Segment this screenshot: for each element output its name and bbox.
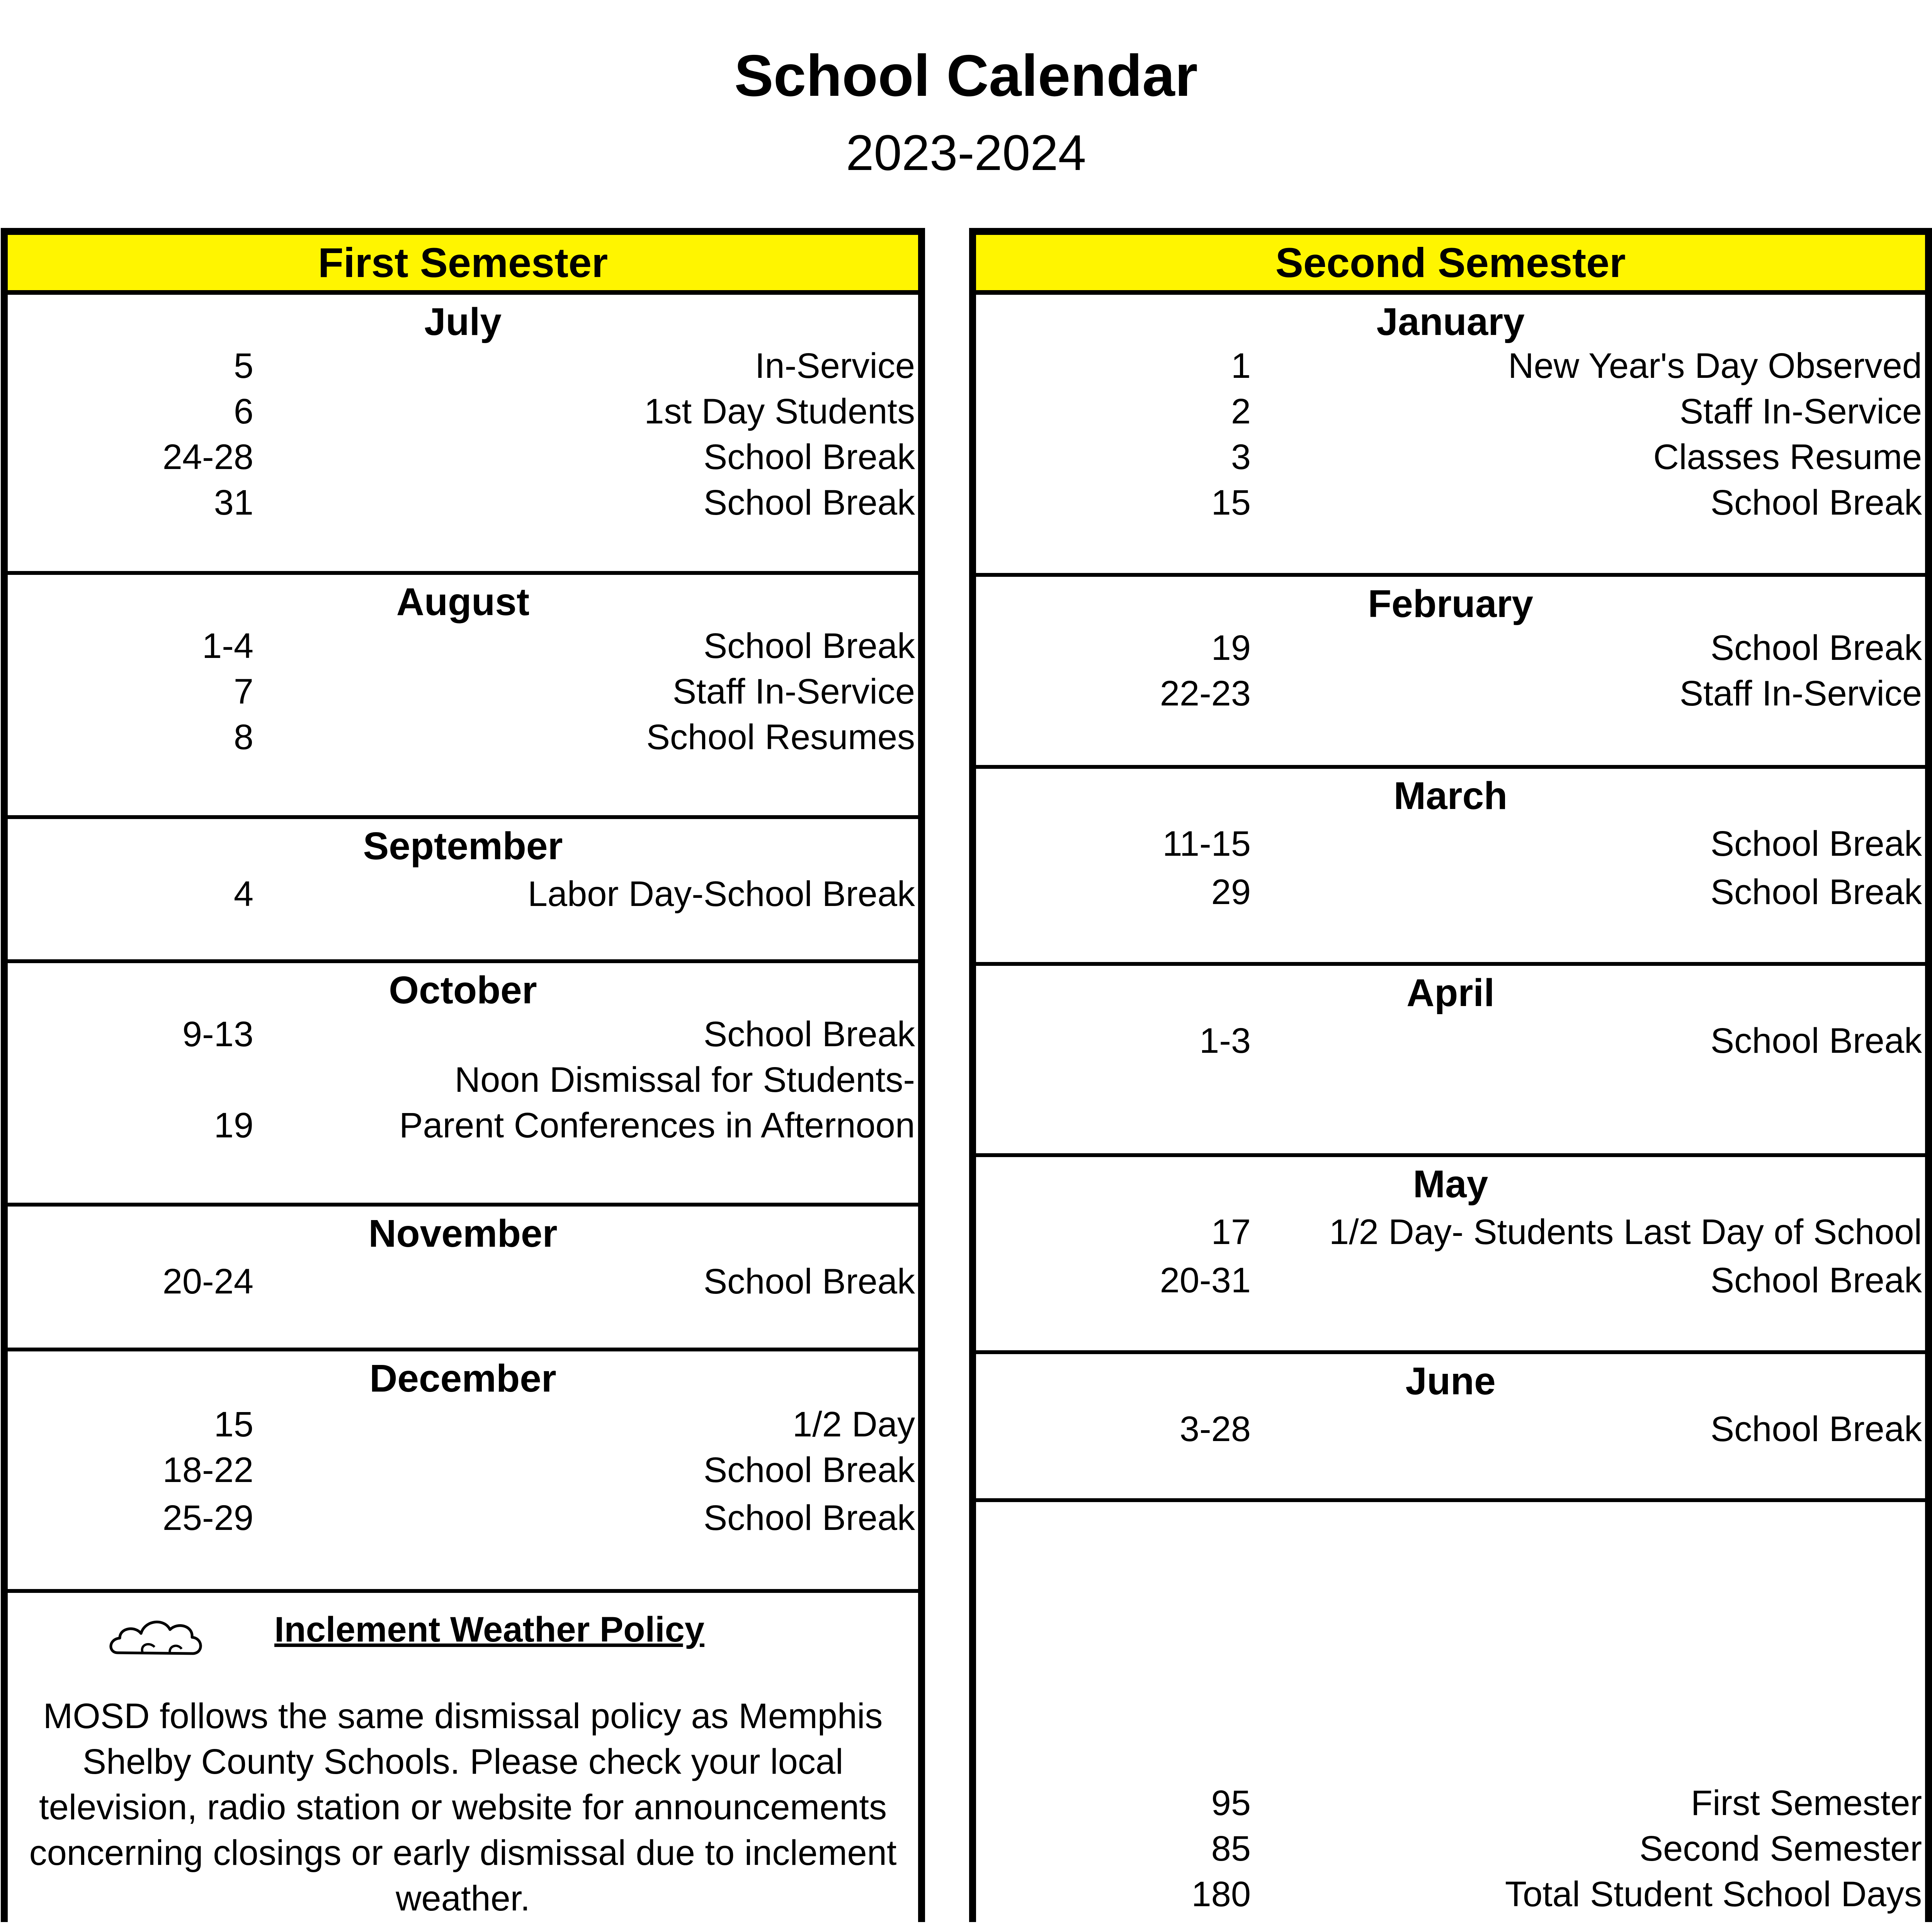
month-november [8,1207,918,1351]
calendar-row [976,343,1925,389]
event-description: School Break [1710,872,1922,912]
calendar-row [8,1495,918,1541]
event-description: School Break [703,1262,915,1301]
weather-policy-line: television, radio station or website for announcements [39,1788,887,1827]
event-description: School Break [703,1498,915,1538]
calendar-row [8,1402,918,1447]
event-description: 1st Day Students [644,392,915,431]
month-february [976,577,1925,769]
event-description: School Break [703,1450,915,1490]
event-date: 17 [1211,1212,1251,1252]
cloud-icon [106,1610,207,1660]
calendar-row [976,434,1925,480]
weather-policy-section [8,1593,918,1929]
month-august [8,575,918,819]
event-date: 9-13 [182,1015,253,1054]
event-date: 31 [214,483,253,522]
total-label: Total Student School Days [1505,1875,1922,1914]
month-september [8,819,918,963]
calendar-row [8,1447,918,1493]
event-date: 8 [233,717,253,757]
month-january [976,295,1925,577]
event-description: School Break [1710,1261,1922,1300]
month-title: June [1405,1360,1496,1403]
event-description: Parent Conferences in Afternoon [399,1106,915,1145]
month-title: March [1393,774,1508,817]
event-description: School Break [703,1015,915,1054]
event-date: 1 [1231,346,1251,386]
event-description: Classes Resume [1653,437,1922,477]
calendar-row [976,869,1925,915]
month-april [976,966,1925,1157]
month-july [8,295,918,575]
calendar-row [8,1011,918,1057]
month-title: November [368,1212,558,1255]
calendar-row [976,1406,1925,1452]
event-description: School Break [1710,483,1922,522]
event-date: 2 [1231,392,1251,431]
event-date: 19 [214,1106,253,1145]
event-description: Staff In-Service [1679,674,1922,713]
calendar-row [8,343,918,389]
event-date: 29 [1211,872,1251,912]
event-description: School Break [1710,628,1922,668]
month-title: September [363,824,563,868]
event-description: School Break [703,437,915,477]
calendar-row [8,1103,918,1148]
calendar-row [976,1258,1925,1303]
event-description: New Year's Day Observed [1508,346,1922,386]
event-description: School Break [1710,824,1922,863]
event-date: 3-28 [1179,1409,1251,1449]
month-title: January [1376,300,1525,343]
calendar-row [976,389,1925,434]
event-date: 20-24 [162,1262,253,1301]
first-semester-panel [1,228,925,1922]
calendar-row [8,1057,918,1103]
event-date: 11-15 [1162,824,1251,863]
month-october [8,963,918,1207]
second-semester-panel [969,228,1932,1922]
calendar-row [8,434,918,480]
first-semester-header: First Semester [8,235,918,295]
weather-policy-text [15,1693,910,1921]
totals-row [976,1871,1925,1917]
day-count: 95 [1211,1783,1251,1823]
event-date: 22-23 [1160,674,1251,713]
event-description: 1/2 Day [792,1405,915,1444]
page-title: School Calendar [734,43,1198,109]
calendar-row [8,480,918,525]
day-count: 85 [1211,1829,1251,1868]
totals-section [976,1502,1925,1929]
weather-policy-line: Shelby County Schools. Please check your local [82,1742,844,1781]
month-title: July [424,300,502,343]
month-title: August [396,580,530,624]
weather-policy-line: concerning closings or early dismissal due to inclement [29,1833,897,1873]
month-title: December [369,1357,556,1400]
event-description: Labor Day-School Break [527,874,915,914]
month-december [8,1351,918,1593]
totals-row [976,1780,1925,1826]
school-year: 2023-2024 [846,124,1086,181]
calendar-row [976,1018,1925,1064]
event-description: School Break [703,626,915,666]
weather-policy-line: weather. [396,1879,530,1918]
event-date: 4 [233,874,253,914]
weather-policy-line: MOSD follows the same dismissal policy as Memphis [43,1696,883,1736]
event-description: School Break [1710,1409,1922,1449]
event-description: 1/2 Day- Students Last Day of School [1329,1212,1922,1252]
event-date: 1-4 [202,626,253,666]
calendar-row [8,389,918,434]
month-title: May [1413,1162,1488,1206]
event-description: School Resumes [646,717,915,757]
event-date: 24-28 [162,437,253,477]
event-date: 1-3 [1199,1021,1251,1061]
month-may [976,1157,1925,1354]
event-date: 15 [214,1405,253,1444]
calendar-row [976,625,1925,671]
calendar-row [8,669,918,714]
total-label: First Semester [1690,1783,1922,1823]
event-date: 18-22 [162,1450,253,1490]
calendar-row [976,821,1925,867]
event-description: In-Service [755,346,915,386]
event-description: Noon Dismissal for Students- [454,1060,915,1100]
second-semester-header: Second Semester [976,235,1925,295]
event-date: 20-31 [1160,1261,1251,1300]
event-date: 5 [233,346,253,386]
event-date: 25-29 [162,1498,253,1538]
month-title: October [389,969,537,1012]
event-date: 15 [1211,483,1251,522]
month-march [976,769,1925,966]
event-description: School Break [1710,1021,1922,1061]
event-date: 3 [1231,437,1251,477]
day-count: 180 [1191,1875,1251,1914]
calendar-row [976,1209,1925,1255]
month-title: February [1368,582,1533,625]
event-date: 6 [233,392,253,431]
calendar-row [976,671,1925,716]
event-date: 19 [1211,628,1251,668]
month-june [976,1354,1925,1502]
totals-row [976,1826,1925,1871]
calendar-row [8,871,918,917]
event-date: 7 [233,672,253,711]
weather-policy-title: Inclement Weather Policy [274,1610,704,1649]
total-label: Second Semester [1639,1829,1922,1868]
event-description: School Break [703,483,915,522]
event-description: Staff In-Service [1679,392,1922,431]
month-title: April [1406,971,1495,1015]
event-description: Staff In-Service [672,672,915,711]
calendar-row [976,480,1925,525]
calendar-row [8,623,918,669]
calendar-row [8,714,918,760]
calendar-row [8,1259,918,1304]
